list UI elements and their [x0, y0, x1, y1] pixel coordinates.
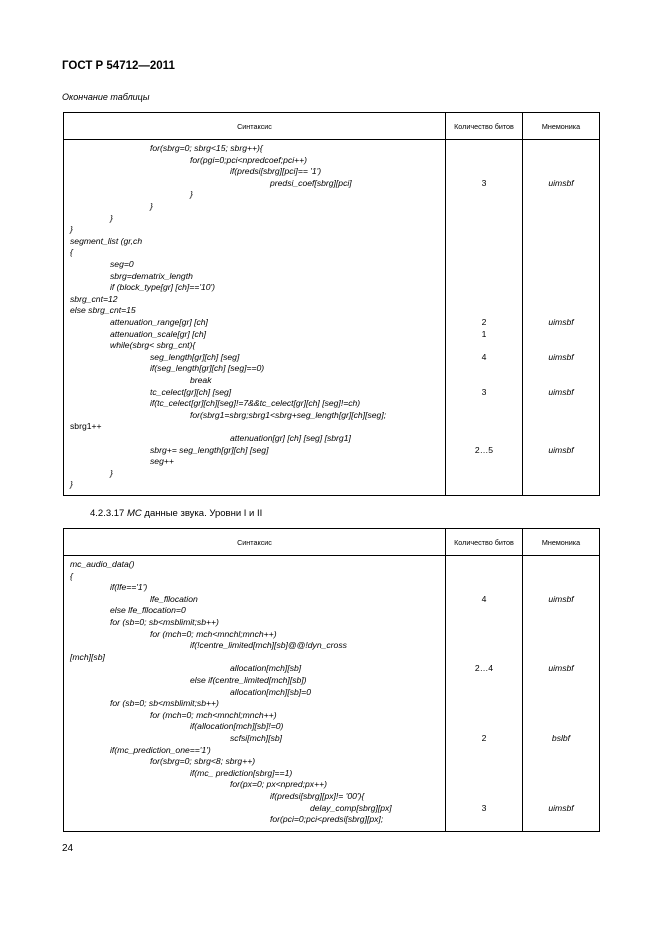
section-title: данные звука. Уровни I и II	[141, 508, 263, 519]
code-line: mc_audio_data()	[70, 559, 135, 569]
code-line: else if(centre_limited[mch][sb])	[190, 675, 307, 685]
code-line: if(mc_prediction_one=='1')	[110, 744, 211, 755]
code-line: tc_celect[gr][ch] [seg]	[150, 386, 232, 397]
code-line: seg_length[gr][ch] [seg]	[150, 351, 240, 362]
code-line: sbrg+= seg_length[gr][ch] [seg]	[150, 444, 269, 455]
header-bits: Количество битов	[446, 113, 523, 140]
code-line: if(seg_length[gr][ch] [seg]==0)	[150, 363, 265, 374]
code-line: if(tc_celect[gr][ch][seg]!=7&&tc_celect[gr][ch] [seg]!=ch)	[150, 398, 361, 409]
code-line: for (sb=0; sb<msblimit;sb++)	[110, 617, 219, 627]
mnemonic-value: uimsbf	[548, 444, 574, 455]
code-line: sbrg=dematrix_length	[110, 270, 193, 281]
code-line: for(sbrg=0; sbrg<8; sbrg++)	[150, 756, 256, 767]
code-line: allocation[mch][sb]=0	[230, 686, 311, 697]
mnemonic-value: uimsbf	[548, 663, 574, 674]
section-number: 4.2.3.17	[90, 508, 125, 519]
mnemonic-value: uimsbf	[548, 351, 574, 362]
code-line: if(predsi[sbrg][px]!= '00'){	[270, 791, 365, 801]
code-line: sbrg_cnt=12	[70, 293, 118, 304]
code-line: attenuation_scale[gr] [ch]	[110, 328, 207, 339]
bits-value: 2…4	[474, 663, 494, 674]
code-line: if(allocation[mch][sb]!=0)	[190, 721, 284, 732]
mnemonic-value: uimsbf	[548, 317, 574, 327]
code-line: lfe_fllocation	[150, 593, 198, 604]
section-abbrev: MC	[126, 508, 142, 519]
code-line: if (block_type[gr] [ch]=='10')	[110, 282, 216, 293]
header-mnemonic: Мнемоника	[523, 113, 600, 140]
code-line: for (mch=0; mch<mnchl;mnch++)	[150, 709, 277, 720]
mnemonic-value: uimsbf	[548, 593, 574, 604]
code-line: if(predsi[sbrg][pci]== '1')	[230, 166, 322, 177]
code-line: for(pci=0;pci<predsi[sbrg][px];	[270, 814, 384, 825]
code-line: attenuation_range[gr] [ch]	[110, 317, 208, 327]
code-line: segment_list (gr,ch	[70, 235, 143, 246]
bits-value: 2	[481, 317, 487, 327]
code-line: scfsi[mch][sb]	[230, 733, 283, 743]
code-line: for(sbrg=0; sbrg<15; sbrg++){	[150, 143, 263, 153]
mnemonic-value: uimsbf	[548, 802, 574, 813]
code-line: [mch][sb]	[70, 651, 105, 662]
code-line: if(lfe=='1')	[110, 582, 148, 593]
header-mnemonic: Мнемоника	[523, 529, 600, 556]
code-line: }	[110, 467, 113, 478]
document-header: ГОСТ Р 54712—2011	[62, 60, 175, 72]
code-line: }	[190, 189, 193, 200]
code-line: for (sb=0; sb<msblimit;sb++)	[110, 698, 219, 709]
mnemonic-value: uimsbf	[548, 386, 574, 397]
code-line: attenuation[gr] [ch] [seg] [sbrg1]	[230, 433, 351, 443]
code-line: for (mch=0; mch<mnchl;mnch++)	[150, 628, 277, 639]
code-line: allocation[mch][sb]	[230, 663, 302, 674]
bits-value: 4	[481, 351, 487, 362]
table-caption: Окончание таблицы	[62, 92, 150, 102]
code-line: delay_comp[sbrg][px]	[310, 802, 392, 813]
bits-value: 3	[481, 386, 487, 397]
syntax-table-continuation	[63, 112, 600, 496]
code-line: {	[70, 570, 73, 581]
bits-value: 3	[481, 802, 487, 813]
code-line: }	[110, 212, 113, 223]
mc-audio-data-table	[63, 528, 600, 832]
code-line: for(pgi=0;pci<npredcoef;pci++)	[190, 154, 308, 165]
code-line: else lfe_fllocation=0	[110, 605, 186, 616]
code-line: else sbrg_cnt=15	[70, 305, 136, 316]
header-bits: Количество битов	[446, 529, 523, 556]
code-line: for(px=0; px<npred;px++)	[230, 779, 327, 790]
bits-value: 2	[481, 733, 487, 743]
page-number: 24	[62, 843, 74, 854]
mnemonic-value: uimsbf	[548, 177, 574, 188]
code-line: seg++	[150, 456, 174, 467]
code-line: if(!centre_limited[mch][sb]@@!dyn_cross	[190, 640, 347, 651]
header-syntax: Синтаксис	[64, 113, 446, 140]
code-line: }	[70, 224, 73, 235]
bits-value: 4	[481, 593, 487, 604]
code-line: }	[70, 479, 73, 490]
code-line: if(mc_ prediction[sbrg]==1)	[190, 767, 293, 778]
code-line: sbrg1++	[70, 421, 102, 432]
bits-value: 1	[481, 328, 487, 339]
section-heading	[90, 508, 262, 519]
bits-value: 3	[481, 177, 487, 188]
code-line: predsi_coef[sbrg][pci]	[270, 177, 352, 188]
code-line: break	[190, 375, 212, 385]
bits-value: 2…5	[474, 444, 494, 455]
code-line: seg=0	[110, 259, 134, 269]
header-syntax: Синтаксис	[64, 529, 446, 556]
mnemonic-value: bslbf	[551, 733, 571, 743]
code-line: }	[150, 201, 153, 211]
code-line: {	[70, 247, 73, 258]
code-line: for(sbrg1=sbrg;sbrg1<sbrg+seg_length[gr][ch][seg];	[190, 409, 387, 420]
code-line: while(sbrg< sbrg_cnt){	[110, 340, 196, 351]
